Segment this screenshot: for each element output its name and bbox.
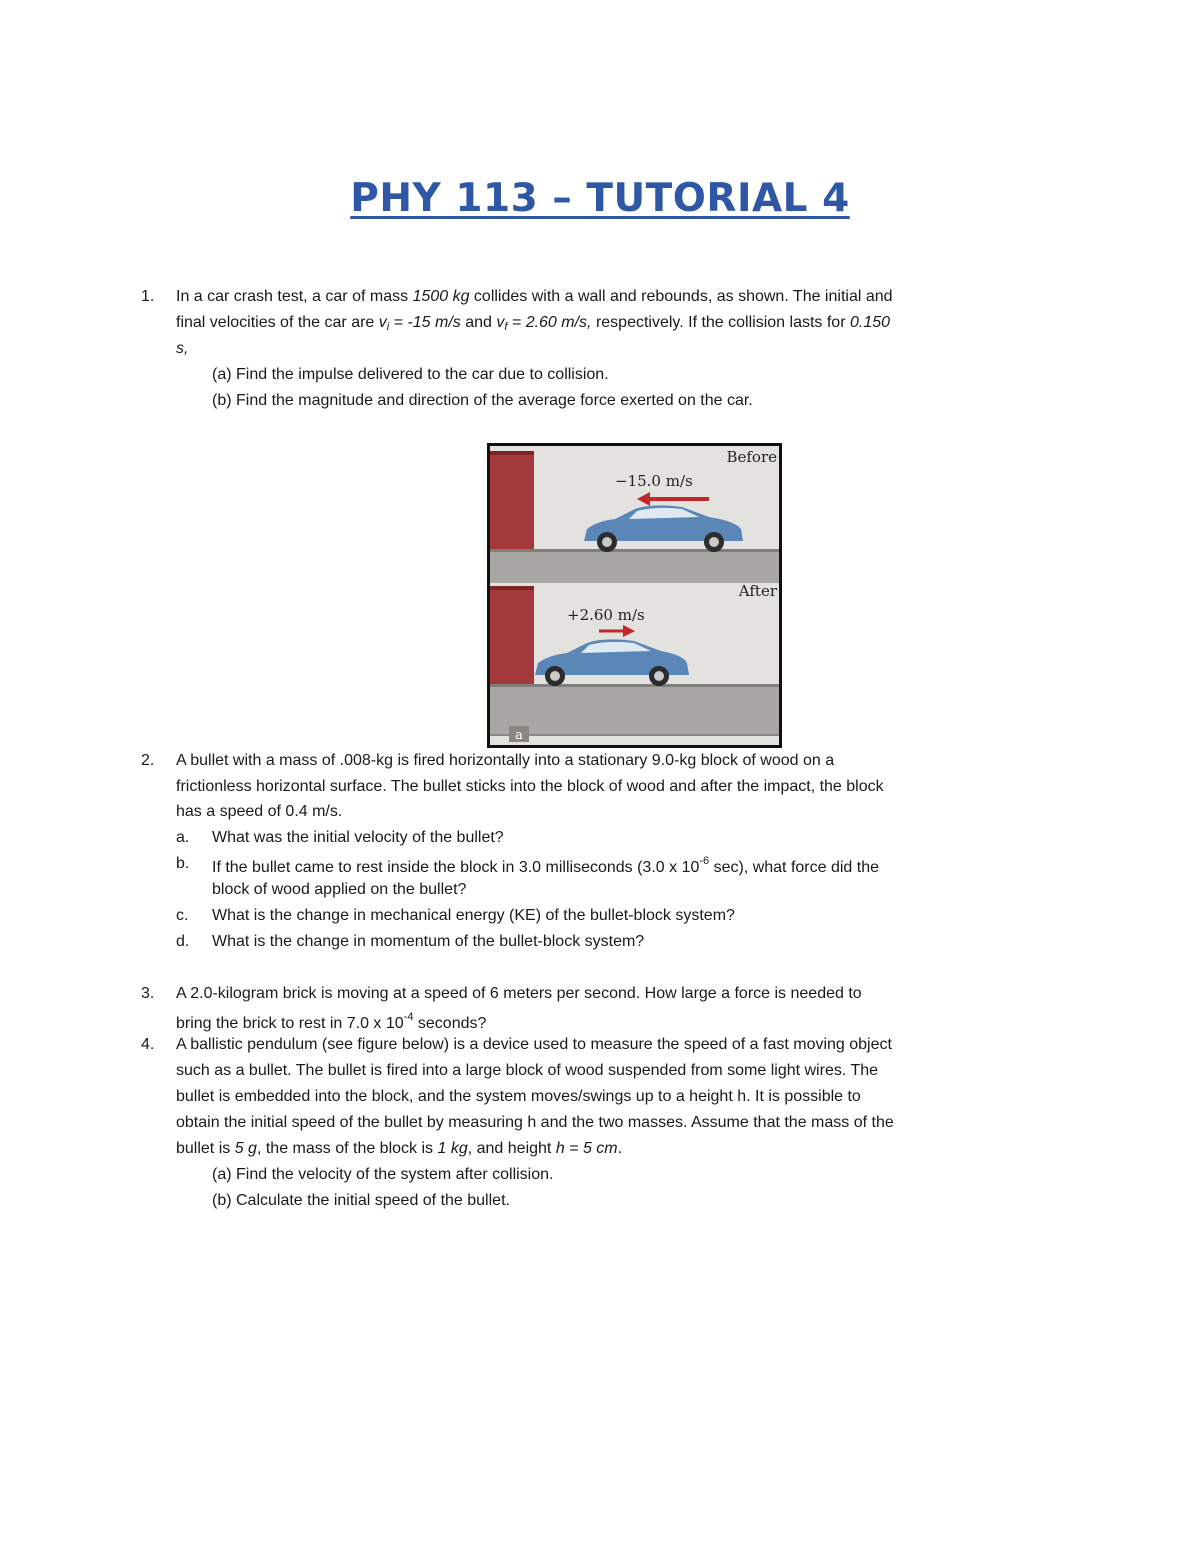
before-velocity: −15.0 m/s bbox=[615, 472, 693, 490]
car-crash-illustration bbox=[487, 443, 782, 748]
question-4-line-3: bullet is embedded into the block, and the system moves/swings up to a height h. It is possible to bbox=[176, 1088, 861, 1105]
question-2-part-b-cont: block of wood applied on the bullet? bbox=[212, 881, 467, 898]
question-1-line-1: In a car crash test, a car of mass 1500 kg collides with a wall and rebounds, as shown. The initial and bbox=[176, 288, 893, 305]
question-1-line-2: final velocities of the car are $v_i = -15$ m/s and $v_f = 2.60$ m/s, respectively. If the collision lasts for 0.150 bbox=[176, 314, 891, 333]
question-number: 1. bbox=[141, 288, 155, 305]
before-label: Before bbox=[726, 448, 777, 466]
panel-label: a bbox=[515, 728, 523, 743]
question-4-line-2: such as a bullet. The bullet is fired into a large block of wood suspended from some light wires. The bbox=[176, 1062, 879, 1079]
question-3-line-1: A 2.0-kilogram brick is moving at a speed of 6 meters per second. How large a force is needed to bbox=[176, 985, 862, 1002]
question-2-line-2: frictionless horizontal surface. The bullet sticks into the block of wood and after the impact, the block bbox=[176, 778, 884, 795]
after-label: After bbox=[738, 582, 777, 600]
question-4-line-4: obtain the initial speed of the bullet by measuring h and the two masses. Assume that the mass of the bbox=[176, 1114, 894, 1131]
question-2-part-d-letter: d. bbox=[176, 933, 190, 950]
question-number: 3. bbox=[141, 985, 155, 1002]
wall-after bbox=[490, 586, 534, 686]
question-1-part-a: (a) Find the impulse delivered to the car due to collision. bbox=[212, 366, 609, 383]
question-3-line-2: bring the brick to rest in 7.0 x $10^{-4}$ seconds? bbox=[176, 1011, 487, 1032]
question-4-line-5: bullet is 5 g, the mass of the block is 1 kg, and height h = 5 cm. bbox=[176, 1140, 623, 1157]
question-2-part-a-letter: a. bbox=[176, 829, 190, 846]
question-2-line-3: has a speed of 0.4 m/s. bbox=[176, 803, 343, 820]
question-4-part-a: (a) Find the velocity of the system after collision. bbox=[212, 1166, 554, 1183]
question-2-part-a: What was the initial velocity of the bullet? bbox=[212, 829, 504, 846]
question-2-part-b: If the bullet came to rest inside the block in 3.0 milliseconds (3.0 x $10^{-6}$ sec), what force did the bbox=[212, 855, 879, 876]
after-velocity: +2.60 m/s bbox=[567, 606, 645, 624]
car-crash-figure bbox=[487, 443, 782, 748]
question-2-part-c-letter: c. bbox=[176, 907, 189, 924]
wall-before bbox=[490, 451, 534, 551]
question-4-part-b: (b) Calculate the initial speed of the bullet. bbox=[212, 1192, 510, 1209]
question-2-part-c: What is the change in mechanical energy (KE) of the bullet-block system? bbox=[212, 907, 735, 924]
floor-before bbox=[490, 549, 779, 583]
question-number: 2. bbox=[141, 752, 155, 769]
question-2-part-b-letter: b. bbox=[176, 855, 190, 872]
question-1-line-3: s, bbox=[176, 340, 189, 357]
question-number: 4. bbox=[141, 1036, 155, 1053]
question-2-line-1: A bullet with a mass of .008-kg is fired horizontally into a stationary 9.0-kg block of wood on a bbox=[176, 752, 835, 769]
question-1-part-b: (b) Find the magnitude and direction of the average force exerted on the car. bbox=[212, 392, 753, 409]
floor-after bbox=[490, 684, 779, 734]
question-4-line-1: A ballistic pendulum (see figure below) is a device used to measure the speed of a fast moving object bbox=[176, 1036, 892, 1053]
question-2-part-d: What is the change in momentum of the bullet-block system? bbox=[212, 933, 645, 950]
page-title: PHY 113 – TUTORIAL 4 bbox=[350, 176, 850, 221]
